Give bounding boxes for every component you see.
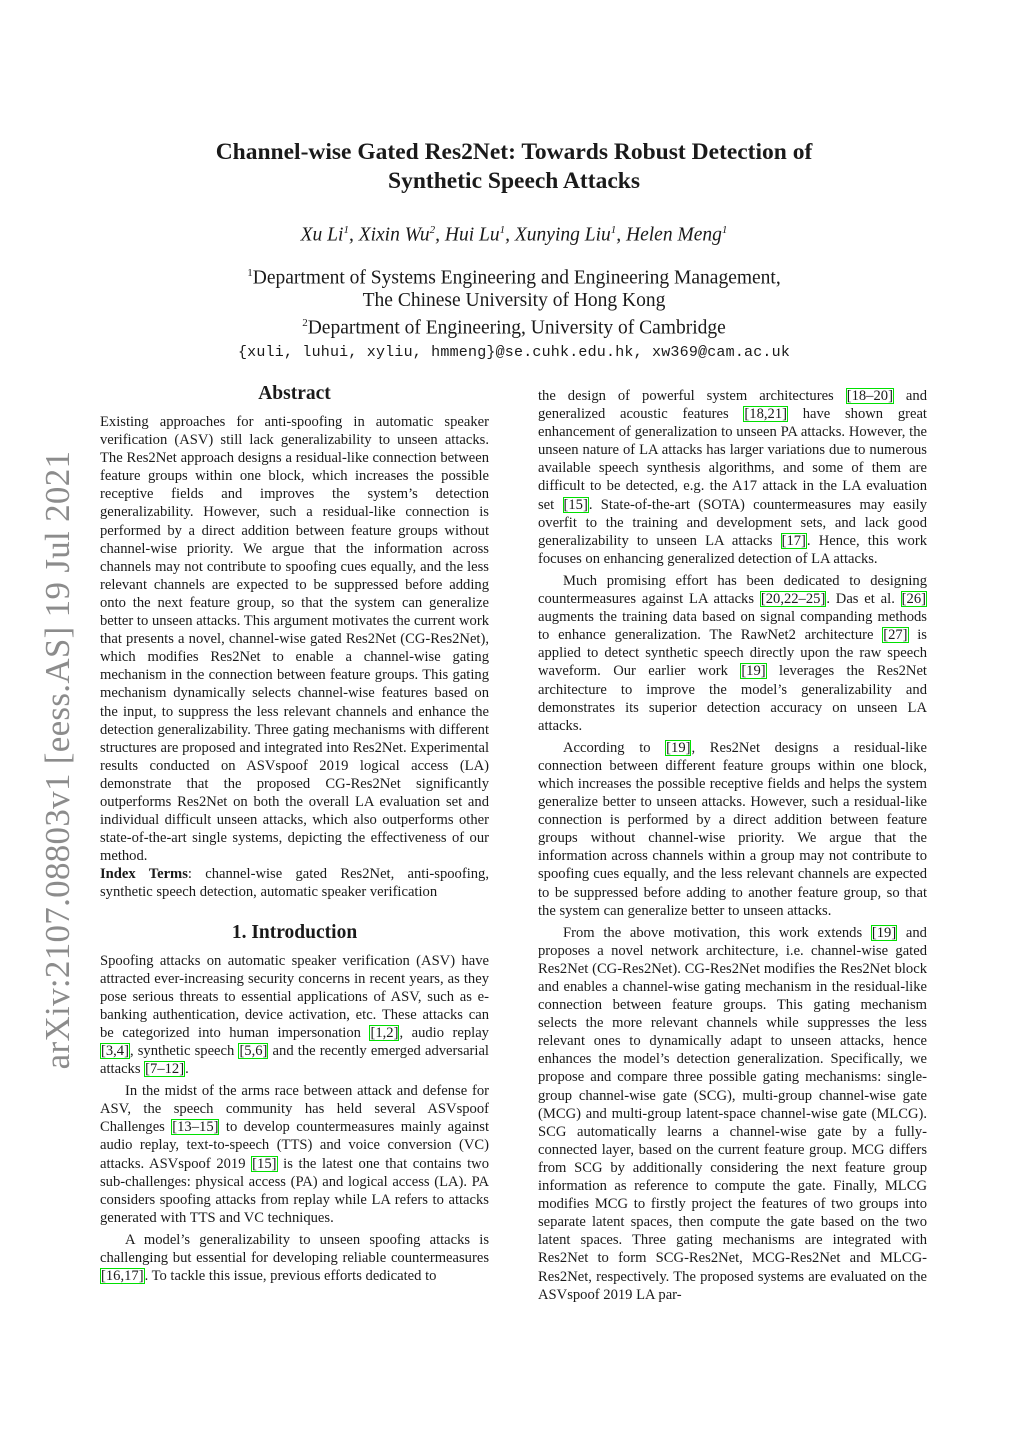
citation-link[interactable]: [15]: [563, 496, 588, 513]
affiliation-2: $^2$Department of Engineering, University of Cambridge: [302, 317, 726, 339]
abstract-text: Existing approaches for anti-spoofing in automatic speaker verification (ASV) still lack generalizability to unseen attacks. The Res2Net approach designs a residual-like connection between feature groups within one block, which increases the possible receptive fields and improves the system’s detection generalizability. However, such a residual-like connection is performed by a direct addition between feature groups without channel-wise priority. We argue that the information across channels may not contribute to spoofing cues equally, and the less relevant channels are expected to be suppressed before adding onto the next feature group, so that the system can generalize better to unseen attacks. This argument motivates the current work that presents a novel, channel-wise gated Res2Net (CG-Res2Net), which modifies Res2Net to enable a channel-wise gating mechanism in the connection between feature groups. This gating mechanism dynamically selects channel-wise features based on the input, to suppress the less relevant channels and enhance the detection generalizability. Three gating mechanisms with different structures are proposed and integrated into Res2Net. Experimental results conducted on ASVspoof 2019 logical access (LA) demonstrate that the proposed CG-Res2Net significantly outperforms Res2Net on both the overall LA evaluation set and individual difficult unseen attacks, which also outperforms other state-of-the-art single systems, depicting the effectiveness of our method.: [100, 414, 489, 865]
paper-title: [100, 138, 928, 196]
affiliation-1-line-1: $^1$Department of Systems Engineering and Engineering Management,: [247, 266, 781, 288]
author-emails: {xuli, luhui, xyliu, hmmeng}@se.cuhk.edu.hk, xw369@cam.ac.uk: [237, 343, 791, 361]
intro-paragraph-4: the design of powerful system architectures [18–20] and generalized acoustic features [18,21] have shown great enhancement of generalization to unseen PA attacks. However, the unseen nature of LA attacks has larger variations due to numerous available speech synthesis algorithms, and some of them are difficult to be detected, e.g. the A17 attack in the LA evaluation set [15]. State-of-the-art (SOTA) countermeasures may easily overfit to the training and development sets, and lack good generalizability to unseen LA attacks [17]. Hence, this work focuses on enhancing generalized detection of LA attacks.: [538, 388, 928, 567]
citation-link[interactable]: [19]: [666, 739, 691, 756]
intro-paragraph-6: According to [19], Res2Net designs a residual-like connection between different feature groups within one block, which increases the possible receptive fields and helps the system generalize better to unseen attacks. However, such a residual-like connection is performed by a direct addition between feature groups without channel-wise priority. We argue that the information across channels within a group may not contribute to spoofing cues equally, and the less relevant channels are expected to be suppressed before adding to another feature group, so that the system can generalize better to unseen attacks.: [538, 739, 927, 919]
title-line-1: Channel-wise Gated Res2Net: Towards Robust Detection of: [215, 139, 813, 165]
citation-link[interactable]: [19]: [871, 924, 897, 941]
paper-header: [100, 138, 928, 361]
citation-link[interactable]: [3,4]: [101, 1043, 129, 1059]
affiliations: [100, 262, 928, 340]
index-terms-label: Index Terms: [100, 866, 188, 883]
author-name: Hui Lu: [444, 224, 500, 246]
left-column: [100, 383, 489, 1285]
citation-link[interactable]: [5,6]: [239, 1043, 268, 1059]
author-affiliation-mark: 2: [429, 224, 436, 236]
citation-link[interactable]: [19]: [741, 663, 766, 680]
affiliation-mark: 2: [302, 317, 308, 329]
introduction-heading: 1. Introduction: [231, 921, 358, 943]
affiliation-mark: 1: [247, 266, 253, 279]
intro-paragraph-2: In the midst of the arms race between attack and defense for ASV, the speech community has held several ASVspoof Challenges [13–15] to develop countermeasures mainly against audio replay, text-to-speech (TTS) and voice conversion (VC) attacks. ASVspoof 2019 [15] is the latest one that contains two sub-challenges: physical access (PA) and logical access (LA). PA considers spoofing attacks from replay while LA refers to attacks generated with TTS and VC techniques.: [100, 1083, 490, 1226]
citation-link[interactable]: [20,22–25]: [760, 591, 826, 608]
intro-paragraph-7: From the above motivation, this work extends [19] and proposes a novel network architecture, i.e. channel-wise gated Res2Net (CG-Res2Net). CG-Res2Net modifies the Res2Net block and enables a channel-wise gating mechanism in the residual-like connection between feature groups. This gating mechanism selects the more relevant channels while suppresses the less relevant ones to dynamically adapt to unseen attacks, hence enhances the model’s detection generalization. Specifically, we propose and compare three possible gating mechanisms: single-group channel-wise gate (SCG), multi-group channel-wise gate (MCG) and multi-group latent-space channel-wise gate (MLCG). SCG automatically learns a channel-wise gate by a fully-connected layer, based on the current feature group. MCG differs from SCG by additionally considering the next feature group information as reference to compute the gate. Finally, MLCG modifies MCG to firstly project the features of two groups into separate latent spaces, then compute the gate based on the two latent spaces. Three gating mechanisms are integrated with Res2Net to form SCG-Res2Net, MCG-Res2Net and MLCG-Res2Net, respectively. The proposed systems are evaluated on the ASVspoof 2019 LA par-: [538, 924, 927, 1303]
citation-link[interactable]: [7–12]: [145, 1061, 185, 1078]
author-name: Xunying Liu: [514, 224, 611, 246]
author-name: Helen Meng: [626, 224, 722, 246]
author-affiliation-mark: 1: [343, 224, 349, 236]
citation-link[interactable]: [18–20]: [846, 388, 893, 404]
affiliation-1-line-2: The Chinese University of Hong Kong: [362, 290, 666, 311]
intro-paragraph-1: Spoofing attacks on automatic speaker verification (ASV) have attracted ever-increasing security concerns in recent years, as they pose serious threats to essential applications of ASV, such as e-banking authentication, device activation, etc. These attacks can be categorized into human impersonation [1,2], audio replay [3,4], synthetic speech [5,6] and the recently emerged adversarial attacks [7–12].: [100, 952, 489, 1078]
intro-paragraph-3: A model’s generalizability to unseen spoofing attacks is challenging but essential for developing reliable countermeasures [16,17]. To tackle this issue, previous efforts dedicated to: [100, 1231, 489, 1285]
citation-link[interactable]: [13–15]: [172, 1119, 219, 1136]
index-terms-text: : channel-wise gated Res2Net, anti-spoofing, synthetic speech detection, automatic speaker verification: [100, 866, 489, 901]
author-name: Xixin Wu: [358, 224, 430, 246]
arxiv-identifier: arXiv:2107.08803v1 [eess.AS] 19 Jul 2021: [38, 450, 77, 1070]
citation-link[interactable]: [15]: [252, 1155, 277, 1172]
author-list: Xu Li$^1$, Xixin Wu$^2$, Hui Lu$^1$, Xunying Liu$^1$, Helen Meng$^1$: [300, 224, 728, 246]
title-line-2: Synthetic Speech Attacks: [388, 168, 640, 194]
author-affiliation-mark: 1: [721, 224, 728, 236]
citation-link[interactable]: [16,17]: [101, 1268, 144, 1285]
citation-link[interactable]: [17]: [781, 532, 806, 549]
author-name: Xu Li: [300, 224, 344, 246]
citation-link[interactable]: [18,21]: [744, 406, 787, 423]
right-column: [538, 387, 927, 1304]
author-affiliation-mark: 1: [610, 224, 617, 236]
index-terms: [100, 865, 489, 901]
citation-link[interactable]: [27]: [883, 627, 908, 644]
author-affiliation-mark: 1: [499, 224, 506, 236]
citation-link[interactable]: [1,2]: [370, 1024, 399, 1041]
abstract-heading: Abstract: [258, 383, 331, 404]
intro-paragraph-5: Much promising effort has been dedicated to designing countermeasures against LA attacks [20,22–25]. Das et al. [26] augments the training data based on signal companding methods to enhance generalization. The RawNet2 architecture [27] is applied to detect synthetic speech directly upon the raw speech waveform. Our earlier work [19] leverages the Res2Net architecture to improve the model’s generalizability and demonstrates its superior detection accuracy on unseen LA attacks.: [538, 572, 927, 734]
citation-link[interactable]: [26]: [901, 591, 926, 608]
